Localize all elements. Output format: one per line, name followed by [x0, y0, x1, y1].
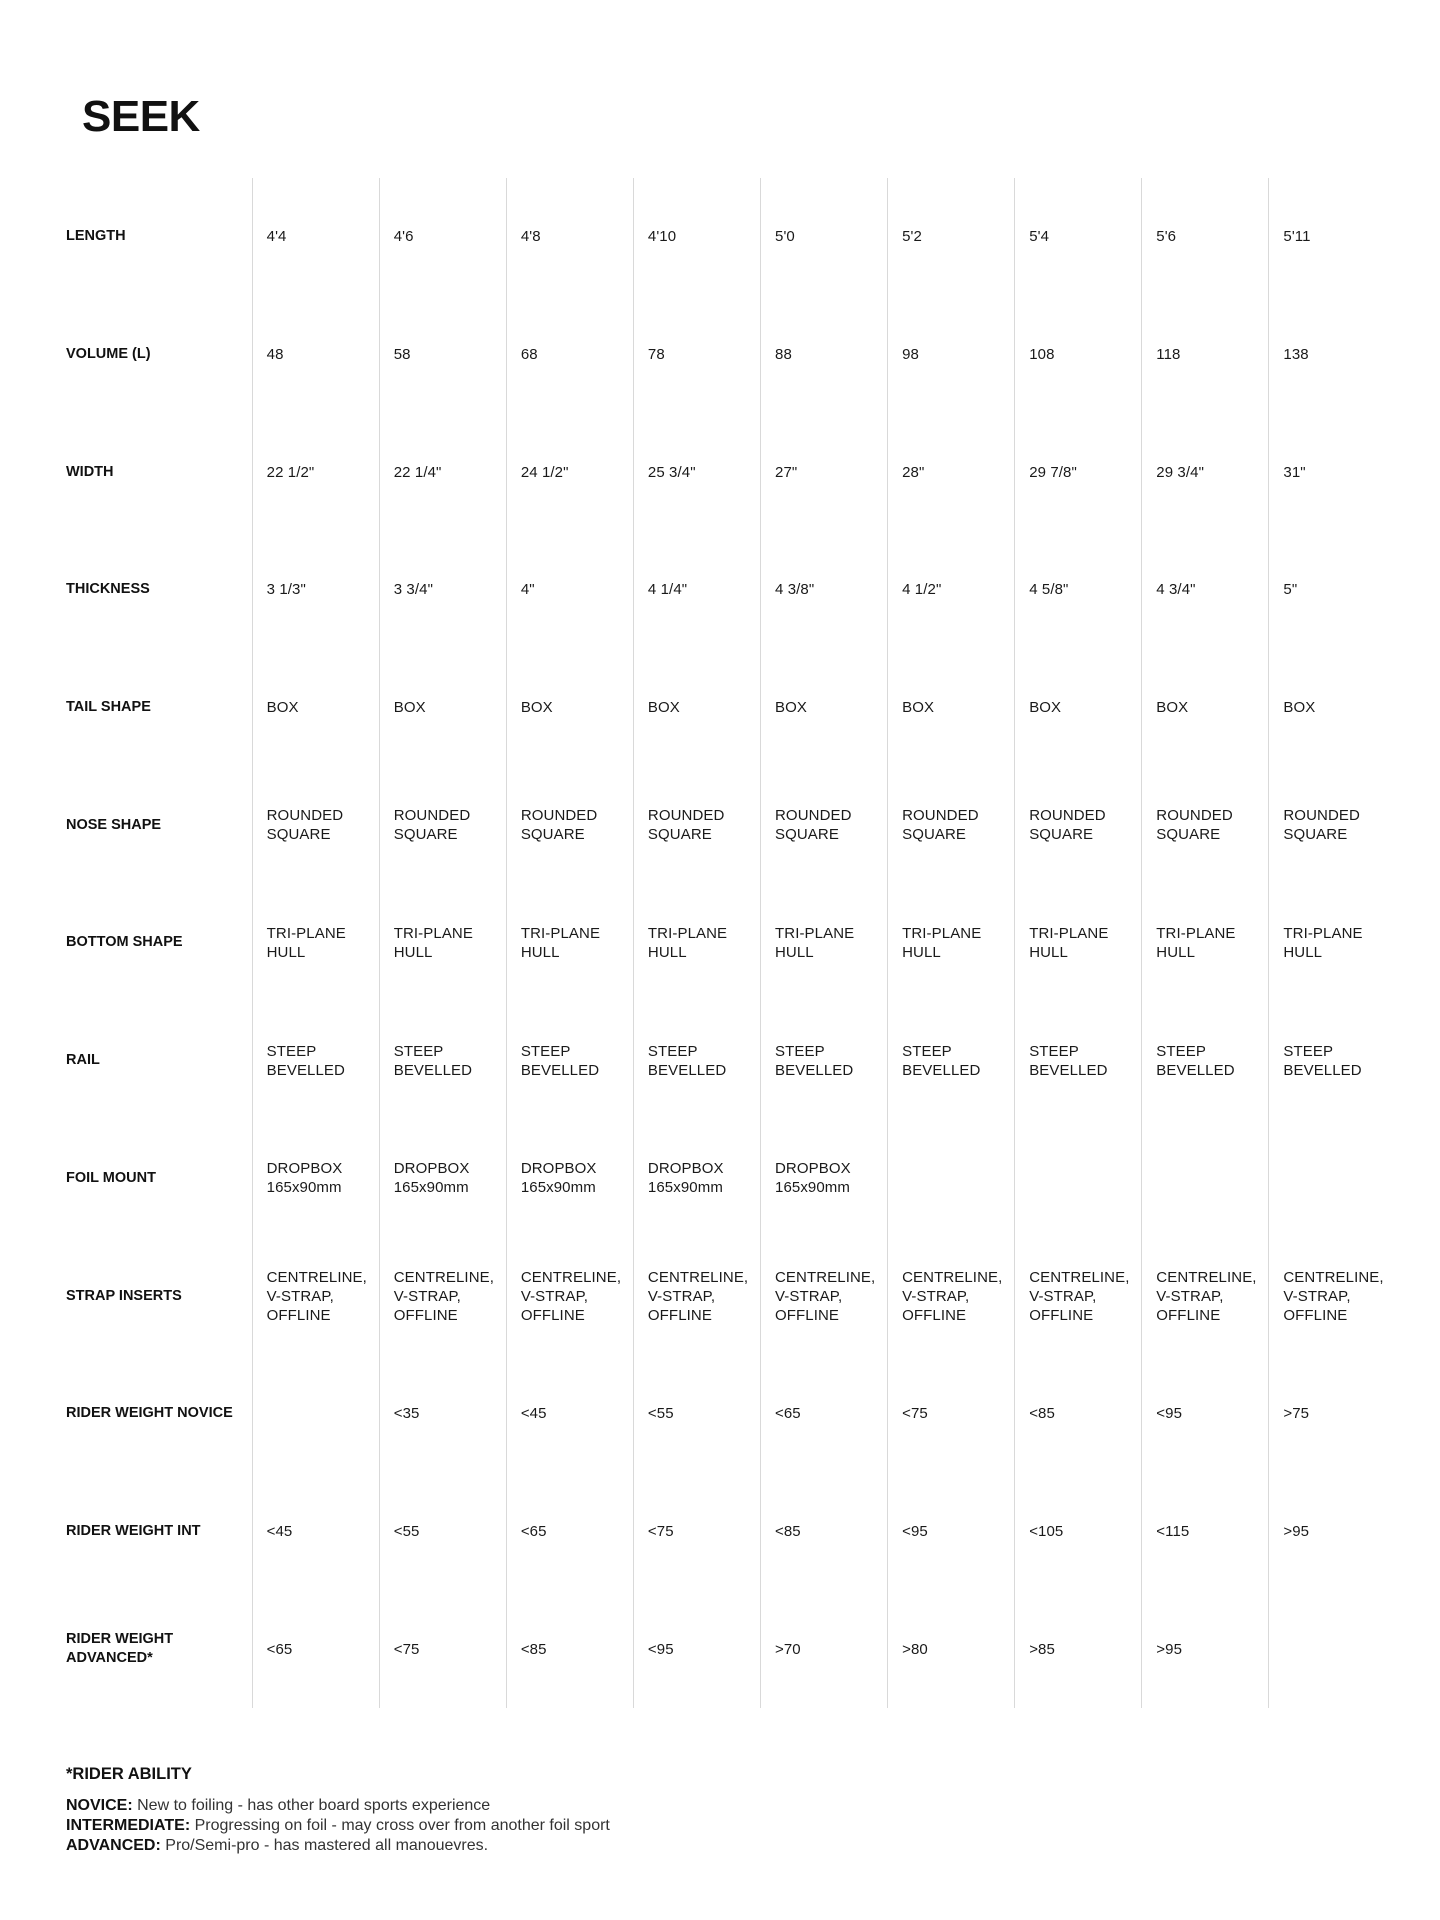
table-cell: >70 [761, 1590, 888, 1708]
row-label: NOSE SHAPE [66, 816, 162, 833]
table-cell: TRI-PLANE HULL [1269, 884, 1396, 1002]
table-cell [1015, 1120, 1142, 1238]
table-cell: 4'8 [506, 178, 633, 296]
table-cell: TRI-PLANE HULL [252, 884, 379, 1002]
table-cell [888, 1120, 1015, 1238]
table-row [66, 531, 1396, 649]
table-cell: 22 1/4" [379, 413, 506, 531]
table-cell: <65 [761, 1355, 888, 1473]
table-cell: 5'2 [888, 178, 1015, 296]
row-label: RIDER WEIGHT INT [66, 1522, 201, 1539]
table-cell: 88 [761, 296, 888, 414]
table-cell: CENTRELINE, V-STRAP, OFFLINE [252, 1237, 379, 1355]
table-cell: 31" [1269, 413, 1396, 531]
legend-description: Pro/Semi-pro - has mastered all manouevres. [165, 1837, 489, 1854]
table-cell: ROUNDED SQUARE [761, 766, 888, 884]
legend-line [66, 1816, 610, 1836]
table-cell: 4 3/4" [1142, 531, 1269, 649]
table-cell: 4 3/8" [761, 531, 888, 649]
row-label: VOLUME (L) [66, 346, 151, 363]
table-cell: ROUNDED SQUARE [1142, 766, 1269, 884]
legend-line [66, 1796, 610, 1816]
table-cell: >80 [888, 1590, 1015, 1708]
table-cell: ROUNDED SQUARE [252, 766, 379, 884]
table-cell: <65 [252, 1590, 379, 1708]
table-row [66, 766, 1396, 884]
table-row [66, 649, 1396, 767]
table-row [66, 1002, 1396, 1120]
table-cell: TRI-PLANE HULL [633, 884, 760, 1002]
table-cell: <75 [633, 1473, 760, 1591]
table-cell: <85 [1015, 1355, 1142, 1473]
rider-ability-legend [66, 1764, 610, 1856]
legend-title: *RIDER ABILITY [66, 1765, 192, 1783]
table-cell: <45 [506, 1355, 633, 1473]
table-cell: 138 [1269, 296, 1396, 414]
table-cell: <115 [1142, 1473, 1269, 1591]
table-cell [1269, 1120, 1396, 1238]
table-cell: <95 [1142, 1355, 1269, 1473]
table-cell: CENTRELINE, V-STRAP, OFFLINE [506, 1237, 633, 1355]
table-cell: BOX [761, 649, 888, 767]
table-cell: 48 [252, 296, 379, 414]
table-cell: BOX [888, 649, 1015, 767]
row-label: THICKNESS [66, 581, 150, 598]
table-cell: 5'0 [761, 178, 888, 296]
table-cell: 118 [1142, 296, 1269, 414]
table-cell: STEEP BEVELLED [761, 1002, 888, 1120]
table-cell: CENTRELINE, V-STRAP, OFFLINE [1269, 1237, 1396, 1355]
table-cell: DROPBOX 165x90mm [761, 1120, 888, 1238]
table-cell: 98 [888, 296, 1015, 414]
table-cell: ROUNDED SQUARE [506, 766, 633, 884]
table-cell: <65 [506, 1473, 633, 1591]
table-cell: 108 [1015, 296, 1142, 414]
table-row [66, 1590, 1396, 1708]
table-cell: STEEP BEVELLED [379, 1002, 506, 1120]
table-cell: 4 5/8" [1015, 531, 1142, 649]
table-cell: <45 [252, 1473, 379, 1591]
table-cell: 5'11 [1269, 178, 1396, 296]
table-cell: BOX [633, 649, 760, 767]
legend-key: ADVANCED: [66, 1837, 161, 1854]
table-row [66, 413, 1396, 531]
table-row [66, 296, 1396, 414]
table-cell: 24 1/2" [506, 413, 633, 531]
table-row [66, 1473, 1396, 1591]
table-cell: ROUNDED SQUARE [888, 766, 1015, 884]
row-label: BOTTOM SHAPE [66, 934, 183, 951]
row-label: STRAP INSERTS [66, 1287, 182, 1304]
table-cell: >85 [1015, 1590, 1142, 1708]
table-cell: CENTRELINE, V-STRAP, OFFLINE [633, 1237, 760, 1355]
table-cell: CENTRELINE, V-STRAP, OFFLINE [1142, 1237, 1269, 1355]
table-cell: STEEP BEVELLED [506, 1002, 633, 1120]
table-cell: ROUNDED SQUARE [633, 766, 760, 884]
table-cell: DROPBOX 165x90mm [379, 1120, 506, 1238]
table-cell: BOX [252, 649, 379, 767]
table-row [66, 1355, 1396, 1473]
table-cell: 5'4 [1015, 178, 1142, 296]
table-cell: 4" [506, 531, 633, 649]
table-cell: ROUNDED SQUARE [1269, 766, 1396, 884]
table-row [66, 178, 1396, 296]
table-cell: 29 7/8" [1015, 413, 1142, 531]
table-cell [1142, 1120, 1269, 1238]
table-cell: STEEP BEVELLED [252, 1002, 379, 1120]
table-cell: <35 [379, 1355, 506, 1473]
legend-items [66, 1796, 610, 1856]
table-cell: <105 [1015, 1473, 1142, 1591]
spec-table [66, 178, 1396, 1708]
row-label: RIDER WEIGHT ADVANCED* [66, 1631, 174, 1667]
legend-key: NOVICE: [66, 1797, 133, 1814]
table-cell: 5" [1269, 531, 1396, 649]
table-cell: TRI-PLANE HULL [506, 884, 633, 1002]
row-label: RAIL [66, 1052, 100, 1069]
table-cell: STEEP BEVELLED [1015, 1002, 1142, 1120]
table-cell: 4'4 [252, 178, 379, 296]
table-cell: STEEP BEVELLED [1269, 1002, 1396, 1120]
table-cell: DROPBOX 165x90mm [506, 1120, 633, 1238]
table-cell: TRI-PLANE HULL [761, 884, 888, 1002]
table-cell: BOX [379, 649, 506, 767]
table-cell: <75 [379, 1590, 506, 1708]
table-cell: BOX [1269, 649, 1396, 767]
table-cell: DROPBOX 165x90mm [633, 1120, 760, 1238]
table-cell: 4'10 [633, 178, 760, 296]
table-cell: 4 1/2" [888, 531, 1015, 649]
table-cell: 68 [506, 296, 633, 414]
table-cell: >75 [1269, 1355, 1396, 1473]
row-label: LENGTH [66, 228, 126, 245]
page-title: SEEK [82, 92, 200, 141]
table-cell: 25 3/4" [633, 413, 760, 531]
table-cell: TRI-PLANE HULL [1142, 884, 1269, 1002]
row-label: RIDER WEIGHT NOVICE [66, 1405, 233, 1422]
table-cell: ROUNDED SQUARE [1015, 766, 1142, 884]
table-cell: 29 3/4" [1142, 413, 1269, 531]
table-cell: 78 [633, 296, 760, 414]
table-cell: BOX [506, 649, 633, 767]
table-cell: CENTRELINE, V-STRAP, OFFLINE [379, 1237, 506, 1355]
table-cell: TRI-PLANE HULL [379, 884, 506, 1002]
row-label: FOIL MOUNT [66, 1169, 156, 1186]
table-cell: <55 [633, 1355, 760, 1473]
table-row [66, 884, 1396, 1002]
table-cell: CENTRELINE, V-STRAP, OFFLINE [761, 1237, 888, 1355]
table-cell: ROUNDED SQUARE [379, 766, 506, 884]
table-cell: <85 [506, 1590, 633, 1708]
table-cell [1269, 1590, 1396, 1708]
table-cell: 58 [379, 296, 506, 414]
legend-description: Progressing on foil - may cross over from another foil sport [194, 1817, 610, 1834]
table-cell: STEEP BEVELLED [888, 1002, 1015, 1120]
table-cell: 28" [888, 413, 1015, 531]
table-cell: CENTRELINE, V-STRAP, OFFLINE [1015, 1237, 1142, 1355]
table-cell: 27" [761, 413, 888, 531]
table-cell: DROPBOX 165x90mm [252, 1120, 379, 1238]
table-cell: STEEP BEVELLED [633, 1002, 760, 1120]
table-cell: BOX [1142, 649, 1269, 767]
table-cell: <75 [888, 1355, 1015, 1473]
table-cell: CENTRELINE, V-STRAP, OFFLINE [888, 1237, 1015, 1355]
table-cell: <95 [633, 1590, 760, 1708]
table-cell: STEEP BEVELLED [1142, 1002, 1269, 1120]
table-row [66, 1120, 1396, 1238]
table-cell: 3 1/3" [252, 531, 379, 649]
row-label: WIDTH [66, 463, 114, 480]
table-cell: 4'6 [379, 178, 506, 296]
legend-line [66, 1836, 610, 1856]
legend-description: New to foiling - has other board sports experience [137, 1797, 491, 1814]
table-cell: 3 3/4" [379, 531, 506, 649]
table-cell: 5'6 [1142, 178, 1269, 296]
table-cell: >95 [1142, 1590, 1269, 1708]
table-cell: <95 [888, 1473, 1015, 1591]
table-cell: TRI-PLANE HULL [888, 884, 1015, 1002]
table-cell [252, 1355, 379, 1473]
table-cell: <55 [379, 1473, 506, 1591]
table-cell: BOX [1015, 649, 1142, 767]
legend-key: INTERMEDIATE: [66, 1817, 191, 1834]
table-cell: TRI-PLANE HULL [1015, 884, 1142, 1002]
row-label: TAIL SHAPE [66, 699, 151, 716]
table-cell: 22 1/2" [252, 413, 379, 531]
table-cell: >95 [1269, 1473, 1396, 1591]
table-cell: 4 1/4" [633, 531, 760, 649]
spec-table-body [66, 178, 1396, 1708]
table-row [66, 1237, 1396, 1355]
table-cell: <85 [761, 1473, 888, 1591]
